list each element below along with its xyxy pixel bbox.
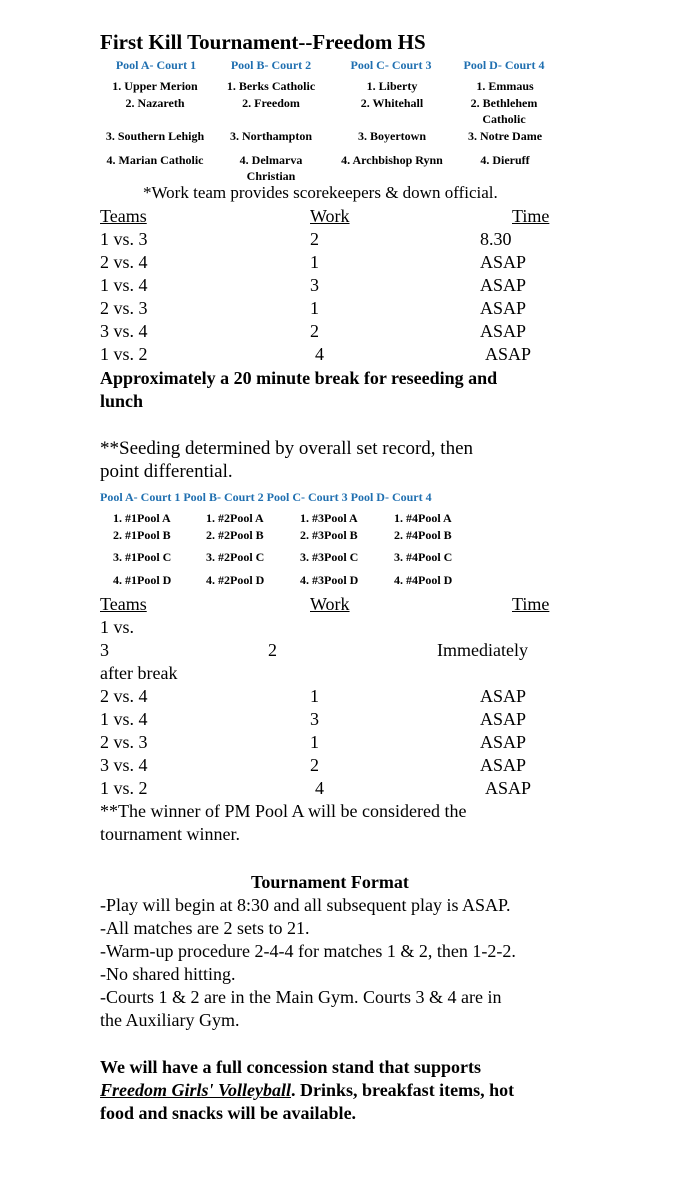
- pm-row-teams: 1 vs. 2: [100, 778, 148, 798]
- am-row-teams: 1 vs. 3: [100, 229, 148, 249]
- pool-c-header: Pool C- Court 3: [350, 58, 432, 72]
- pm-row-time: ASAP: [480, 732, 527, 752]
- am-row-time: ASAP: [480, 298, 527, 318]
- format-line: -No shared hitting.: [100, 964, 236, 984]
- pool-a-team-1: 1. Upper Merion: [112, 79, 198, 93]
- pm-first-row-work: 2: [268, 640, 277, 660]
- am-row-teams: 1 vs. 4: [100, 275, 148, 295]
- pm-seed: 2. #4Pool B: [394, 528, 452, 542]
- pm-pool-headers: Pool A- Court 1 Pool B- Court 2 Pool C- Court 3 Pool D- Court 4: [100, 490, 432, 504]
- am-row-work: 3: [310, 275, 319, 295]
- document-title: First Kill Tournament--Freedom HS: [100, 30, 426, 54]
- am-row-work: 4: [315, 344, 324, 364]
- pm-seed: 3. #2Pool C: [206, 550, 265, 564]
- am-row-time: ASAP: [480, 275, 527, 295]
- pm-seed: 2. #2Pool B: [206, 528, 264, 542]
- pm-seed: 2. #3Pool B: [300, 528, 358, 542]
- pm-row-work: 2: [310, 755, 319, 775]
- format-line: -Play will begin at 8:30 and all subsequent play is ASAP.: [100, 895, 511, 915]
- pool-d-team-2: 2. Bethlehem Catholic: [470, 96, 538, 126]
- am-row-time: ASAP: [485, 344, 532, 364]
- pool-d-team-3: 3. Notre Dame: [467, 129, 543, 143]
- am-row-teams: 3 vs. 4: [100, 321, 148, 341]
- pm-row-work: 4: [315, 778, 324, 798]
- pm-seed: 3. #1Pool C: [113, 550, 172, 564]
- break-note-line-1: Approximately a 20 minute break for reseeding and: [100, 368, 498, 388]
- winner-note-line-2: tournament winner.: [100, 824, 240, 844]
- am-row-teams: 1 vs. 2: [100, 344, 148, 364]
- pool-c-team-4: 4. Archbishop Rynn: [341, 153, 443, 167]
- pm-row-teams: 3 vs. 4: [100, 755, 148, 775]
- am-row-work: 1: [310, 298, 319, 318]
- pool-a-team-3: 3. Southern Lehigh: [105, 129, 205, 143]
- pool-d-team-1: 1. Emmaus: [476, 79, 534, 93]
- pm-seed: 3. #4Pool C: [394, 550, 453, 564]
- pm-seed: 4. #4Pool D: [394, 573, 453, 587]
- pool-d-header: Pool D- Court 4: [463, 58, 545, 72]
- am-row-time: ASAP: [480, 252, 527, 272]
- pool-c-team-2: 2. Whitehall: [360, 96, 424, 110]
- am-row-work: 2: [310, 229, 319, 249]
- am-row-work: 2: [310, 321, 319, 341]
- pm-work-header: Work: [310, 594, 350, 614]
- am-row-work: 1: [310, 252, 319, 272]
- pm-seed: 1. #4Pool A: [394, 511, 452, 525]
- pool-b-header: Pool B- Court 2: [230, 58, 312, 72]
- am-row-time: ASAP: [480, 321, 527, 341]
- pm-row-work: 3: [310, 709, 319, 729]
- concession-line-2-rest: . Drinks, breakfast items, hot: [291, 1080, 515, 1100]
- am-row-time: 8.30: [480, 229, 512, 249]
- pool-a-team-2: 2. Nazareth: [125, 96, 185, 110]
- pm-first-row-time: Immediately: [437, 640, 528, 660]
- am-row-teams: 2 vs. 3: [100, 298, 148, 318]
- pm-seed: 1. #3Pool A: [300, 511, 358, 525]
- format-line: -Courts 1 & 2 are in the Main Gym. Courts 3 & 4 are in: [100, 987, 502, 1007]
- format-line: -Warm-up procedure 2-4-4 for matches 1 & 2, then 1-2-2.: [100, 941, 516, 961]
- pm-row-time: ASAP: [480, 686, 527, 706]
- am-row-teams: 2 vs. 4: [100, 252, 148, 272]
- pm-row-teams: 2 vs. 4: [100, 686, 148, 706]
- pool-c-team-3: 3. Boyertown: [358, 129, 426, 143]
- pm-seed: 1. #2Pool A: [206, 511, 264, 525]
- pm-time-header: Time: [512, 594, 550, 614]
- format-line: -All matches are 2 sets to 21.: [100, 918, 310, 938]
- am-teams-header: Teams: [100, 206, 147, 226]
- pm-row-time: ASAP: [485, 778, 532, 798]
- pm-seed: 2. #1Pool B: [113, 528, 171, 542]
- seeding-note-line-1: **Seeding determined by overall set record, then: [100, 438, 474, 459]
- pm-row-work: 1: [310, 686, 319, 706]
- concession-team-name: Freedom Girls' Volleyball: [100, 1080, 291, 1100]
- pm-row-work: 1: [310, 732, 319, 752]
- pm-seed: 1. #1Pool A: [113, 511, 171, 525]
- pm-first-row-time-b: after break: [100, 663, 178, 683]
- seeding-note-line-2: point differential.: [100, 461, 233, 482]
- pm-first-row-teams-a: 1 vs.: [100, 617, 135, 637]
- work-team-note: *Work team provides scorekeepers & down official.: [143, 183, 498, 202]
- pm-seed: 4. #1Pool D: [113, 573, 172, 587]
- pool-a-team-4: 4. Marian Catholic: [106, 153, 204, 167]
- pool-b-team-2: 2. Freedom: [242, 96, 300, 110]
- format-line: the Auxiliary Gym.: [100, 1010, 240, 1030]
- concession-line-1: We will have a full concession stand that supports: [100, 1057, 482, 1077]
- pool-a-header: Pool A- Court 1: [115, 58, 197, 72]
- pm-row-teams: 1 vs. 4: [100, 709, 148, 729]
- pm-teams-header: Teams: [100, 594, 147, 614]
- concession-line-2: [100, 1080, 514, 1101]
- pm-row-time: ASAP: [480, 709, 527, 729]
- pm-first-row-teams-b: 3: [100, 640, 109, 660]
- pm-seed: 4. #2Pool D: [206, 573, 265, 587]
- pm-row-time: ASAP: [480, 755, 527, 775]
- format-heading: Tournament Format: [251, 872, 409, 892]
- am-work-header: Work: [310, 206, 350, 226]
- concession-line-3: food and snacks will be available.: [100, 1103, 357, 1123]
- am-time-header: Time: [512, 206, 550, 226]
- pool-d-team-4: 4. Dieruff: [480, 153, 530, 167]
- pool-b-team-3: 3. Northampton: [229, 129, 312, 143]
- pool-b-team-1: 1. Berks Catholic: [226, 79, 316, 93]
- pm-seed: 4. #3Pool D: [300, 573, 359, 587]
- winner-note-line-1: **The winner of PM Pool A will be considered the: [100, 801, 467, 821]
- pm-seed: 3. #3Pool C: [300, 550, 359, 564]
- pool-b-team-4: 4. Delmarva Christian: [239, 153, 303, 183]
- pm-row-teams: 2 vs. 3: [100, 732, 148, 752]
- break-note-line-2: lunch: [100, 391, 144, 411]
- pool-c-team-1: 1. Liberty: [366, 79, 418, 93]
